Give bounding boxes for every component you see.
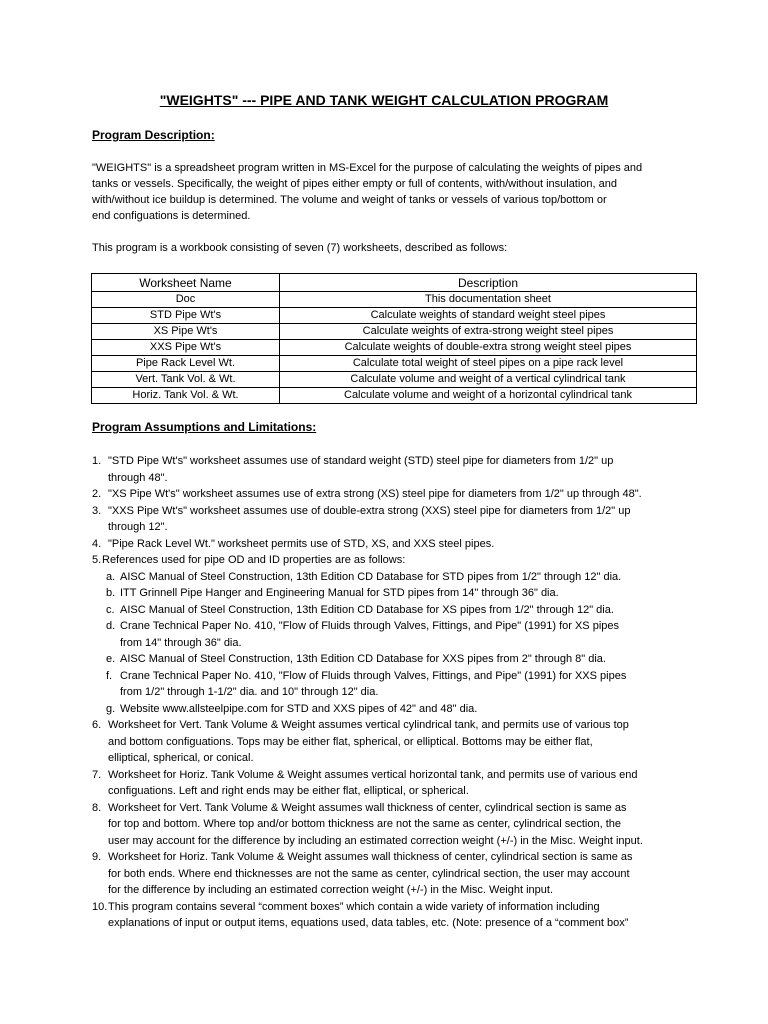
description-cell: Calculate weights of standard weight steel pipes <box>280 308 697 324</box>
table-row <box>92 340 697 356</box>
assumption-item <box>92 717 662 767</box>
assumption-item-text: Worksheet for Vert. Tank Volume & Weight assumes vertical cylindrical tank, and permits use of various top and bottom configuations. Tops may be either flat, spherical, or elliptical. Bottoms may be either flat, elliptical, spherical, or conical. <box>108 719 629 764</box>
assumption-item-number: 10. <box>92 900 108 913</box>
assumption-item <box>92 899 662 932</box>
reference-item <box>92 668 662 701</box>
assumption-item-text: References used for pipe OD and ID properties are as follows: <box>102 554 406 566</box>
table-header-row <box>92 274 697 292</box>
reference-item-text: AISC Manual of Steel Construction, 13th Edition CD Database for STD pipes from 1/2" through 12" dia. <box>120 570 622 583</box>
assumption-item-text: Worksheet for Vert. Tank Volume & Weight assumes wall thickness of center, cylindrical section is same as for top and bottom. Where top and/or bottom thickness are not the same as center, cylindrical section, the user may account for the difference by including an estimated correction weight (+/-) in the Misc. Weight input. <box>108 801 643 847</box>
table-row <box>92 372 697 388</box>
assumptions-heading: Program Assumptions and Limitations: <box>92 420 317 434</box>
column-header-worksheet-name: Worksheet Name <box>92 274 280 292</box>
assumption-item <box>92 453 662 486</box>
reference-item-number: f. <box>106 669 113 682</box>
table-row <box>92 308 697 324</box>
assumption-item <box>92 552 662 569</box>
worksheet-name-cell: Vert. Tank Vol. & Wt. <box>92 372 280 388</box>
workbook-intro: This program is a workbook consisting of seven (7) worksheets, described as follows: <box>92 242 508 254</box>
reference-item <box>92 651 662 668</box>
assumption-item-text: "XXS Pipe Wt's" worksheet assumes use of double-extra strong (XXS) steel pipe for diameters from 1/2" up through 12". <box>108 504 631 533</box>
assumption-item <box>92 503 662 536</box>
reference-item <box>92 618 662 651</box>
assumption-item <box>92 767 662 800</box>
worksheet-name-cell: XS Pipe Wt's <box>92 324 280 340</box>
description-cell: Calculate total weight of steel pipes on a pipe rack level <box>280 356 697 372</box>
table-row <box>92 324 697 340</box>
reference-item-text: Website www.allsteelpipe.com for STD and XXS pipes of 42" and 48" dia. <box>120 702 478 715</box>
assumption-item-number: 8. <box>92 801 102 814</box>
assumptions-list <box>92 453 662 932</box>
assumption-item <box>92 849 662 899</box>
reference-item <box>92 602 662 619</box>
reference-item-number: a. <box>106 570 116 583</box>
reference-item-text: Crane Technical Paper No. 410, "Flow of Fluids through Valves, Fittings, and Pipe" (1991) for XXS pipes from 1/2" through 1-1/2" dia. and 10" through 12" dia. <box>120 669 627 698</box>
assumption-item <box>92 536 662 553</box>
worksheet-name-cell: XXS Pipe Wt's <box>92 340 280 356</box>
table-row <box>92 388 697 404</box>
worksheet-table <box>91 273 697 404</box>
reference-item <box>92 701 662 718</box>
worksheet-name-cell: STD Pipe Wt's <box>92 308 280 324</box>
worksheet-name-cell: Pipe Rack Level Wt. <box>92 356 280 372</box>
assumption-item-text: "XS Pipe Wt's" worksheet assumes use of extra strong (XS) steel pipe for diameters from 1/2" up through 48". <box>108 488 642 500</box>
column-header-description: Description <box>280 274 697 292</box>
assumption-item-number: 3. <box>92 504 102 517</box>
reference-item-number: b. <box>106 587 116 599</box>
reference-item-number: e. <box>106 653 116 665</box>
assumption-item <box>92 800 662 850</box>
page-title: "WEIGHTS" --- PIPE AND TANK WEIGHT CALCULATION PROGRAM <box>159 92 609 108</box>
reference-item-number: d. <box>106 620 116 632</box>
description-cell: Calculate volume and weight of a vertical cylindrical tank <box>280 372 697 388</box>
assumption-item-text: Worksheet for Horiz. Tank Volume & Weight assumes vertical horizontal tank, and permits use of various end configuations. Left and right ends may be either flat, elliptical, or spherical. <box>108 768 638 797</box>
reference-item-text: AISC Manual of Steel Construction, 13th Edition CD Database for XS pipes from 1/2" through 12" dia. <box>120 603 614 616</box>
description-cell: Calculate weights of double-extra strong weight steel pipes <box>280 340 697 356</box>
reference-item-text: AISC Manual of Steel Construction, 13th Edition CD Database for XXS pipes from 2" through 8" dia. <box>120 653 606 665</box>
description-cell: This documentation sheet <box>280 292 697 308</box>
reference-item-number: g. <box>106 702 116 715</box>
reference-item <box>92 569 662 586</box>
description-cell: Calculate volume and weight of a horizontal cylindrical tank <box>280 388 697 404</box>
assumption-item-text: Worksheet for Horiz. Tank Volume & Weight assumes wall thickness of center, cylindrical section is same as for both ends. Where end thicknesses are not the same as center, cylindrical section, the user may account for the difference by including an estimated correction weight (+/-) in the Misc. Weight input. <box>108 851 633 896</box>
assumption-item-text: This program contains several “comment boxes” which contain a wide variety of information including explanations of input or output items, equations used, data tables, etc. (Note: presence of a “comment box” <box>108 900 629 929</box>
worksheet-name-cell: Doc <box>92 292 280 308</box>
assumption-item-number: 2. <box>92 488 102 500</box>
description-paragraph: "WEIGHTS" is a spreadsheet program written in MS-Excel for the purpose of calculating the weights of pipes and tanks or vessels. Specifically, the weight of pipes either empty or full of contents, with/without insulation, and with/without ice buildup is determined. The volume and weight of tanks or vessels of various top/bottom or end configuations is determined. <box>92 162 643 222</box>
table-row <box>92 356 697 372</box>
assumption-item-number: 9. <box>92 851 102 863</box>
assumption-item-number: 6. <box>92 719 102 731</box>
assumption-item-number: 7. <box>92 768 102 781</box>
description-heading: Program Description: <box>92 128 215 142</box>
reference-item-text: ITT Grinnell Pipe Hanger and Engineering Manual for STD pipes from 14" through 36" dia. <box>120 587 559 599</box>
assumption-item-text: "Pipe Rack Level Wt." worksheet permits use of STD, XS, and XXS steel pipes. <box>108 537 495 550</box>
assumption-item-number: 5. <box>92 554 102 566</box>
reference-item <box>92 585 662 602</box>
description-cell: Calculate weights of extra-strong weight steel pipes <box>280 324 697 340</box>
assumption-item-number: 4. <box>92 537 102 550</box>
assumption-item <box>92 486 662 503</box>
worksheet-name-cell: Horiz. Tank Vol. & Wt. <box>92 388 280 404</box>
table-row <box>92 292 697 308</box>
reference-item-number: c. <box>106 603 115 616</box>
assumption-item-text: "STD Pipe Wt's" worksheet assumes use of standard weight (STD) steel pipe for diameters from 1/2" up through 48". <box>108 455 614 484</box>
reference-item-text: Crane Technical Paper No. 410, "Flow of Fluids through Valves, Fittings, and Pipe" (1991) for XS pipes from 14" through 36" dia. <box>120 620 619 649</box>
assumption-item-number: 1. <box>92 455 102 467</box>
